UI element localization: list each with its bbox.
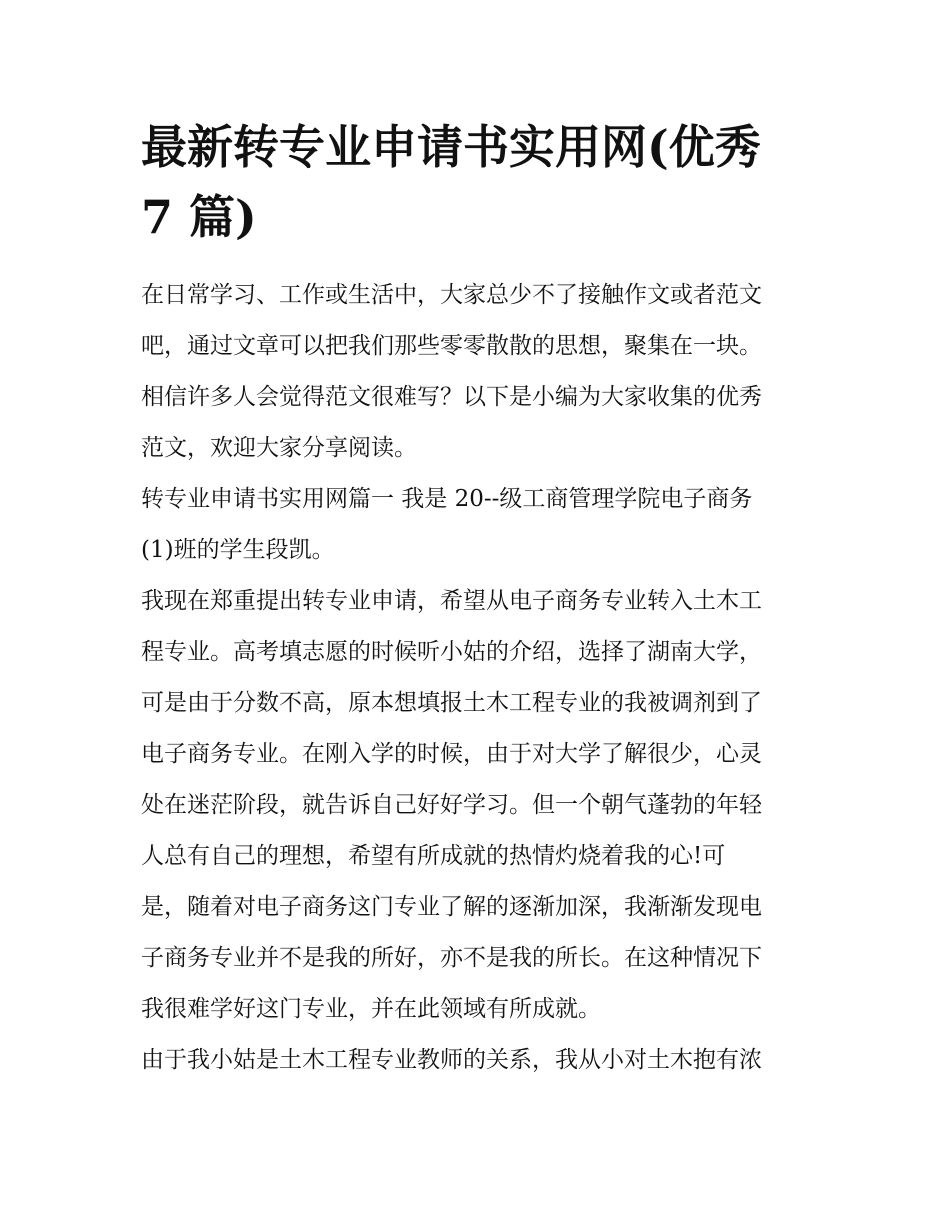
document-title — [141, 112, 813, 252]
paragraph-line: 我很难学好这门专业，并在此领域有所成就。 — [141, 996, 601, 1022]
paragraph-line: 可是由于分数不高，原本想填报土木工程专业的我被调剂到了 — [141, 690, 762, 716]
paragraph-intro — [141, 276, 813, 480]
paragraph-application-reason — [141, 582, 813, 1041]
paragraph-line: 范文，欢迎大家分享阅读。 — [141, 435, 417, 461]
paragraph-line: 相信许多人会觉得范文很难写？以下是小编为大家收集的优秀 — [141, 384, 762, 410]
title-line-2: 7 篇) — [141, 190, 257, 244]
paragraph-section-1-opening — [141, 480, 813, 582]
paragraph-line: 在日常学习、工作或生活中，大家总少不了接触作文或者范文 — [141, 282, 762, 308]
paragraph-line: 我现在郑重提出转专业申请，希望从电子商务专业转入土木工 — [141, 588, 762, 614]
paragraph-line: 由于我小姑是土木工程专业教师的关系，我从小对土木抱有浓 — [141, 1047, 762, 1073]
paragraph-line: 是，随着对电子商务这门专业了解的逐渐加深，我渐渐发现电 — [141, 894, 762, 920]
paragraph-line: 程专业。高考填志愿的时候听小姑的介绍，选择了湖南大学， — [141, 639, 762, 665]
paragraph-family-background — [141, 1041, 813, 1092]
paragraph-line: 处在迷茫阶段，就告诉自己好好学习。但一个朝气蓬勃的年轻 — [141, 792, 762, 818]
document-content — [141, 112, 813, 1092]
paragraph-line: (1)班的学生段凯。 — [141, 537, 335, 563]
paragraph-line: 子商务专业并不是我的所好，亦不是我的所长。在这种情况下 — [141, 945, 762, 971]
paragraph-line: 人总有自己的理想，希望有所成就的热情灼烧着我的心!可 — [141, 843, 726, 869]
paragraph-line: 电子商务专业。在刚入学的时候，由于对大学了解很少，心灵 — [141, 741, 762, 767]
title-line-1: 最新转专业申请书实用网(优秀 — [141, 120, 761, 174]
paragraph-line: 转专业申请书实用网篇一 我是 20--级工商管理学院电子商务 — [141, 486, 753, 512]
paragraph-line: 吧，通过文章可以把我们那些零零散散的思想，聚集在一块。 — [141, 333, 762, 359]
